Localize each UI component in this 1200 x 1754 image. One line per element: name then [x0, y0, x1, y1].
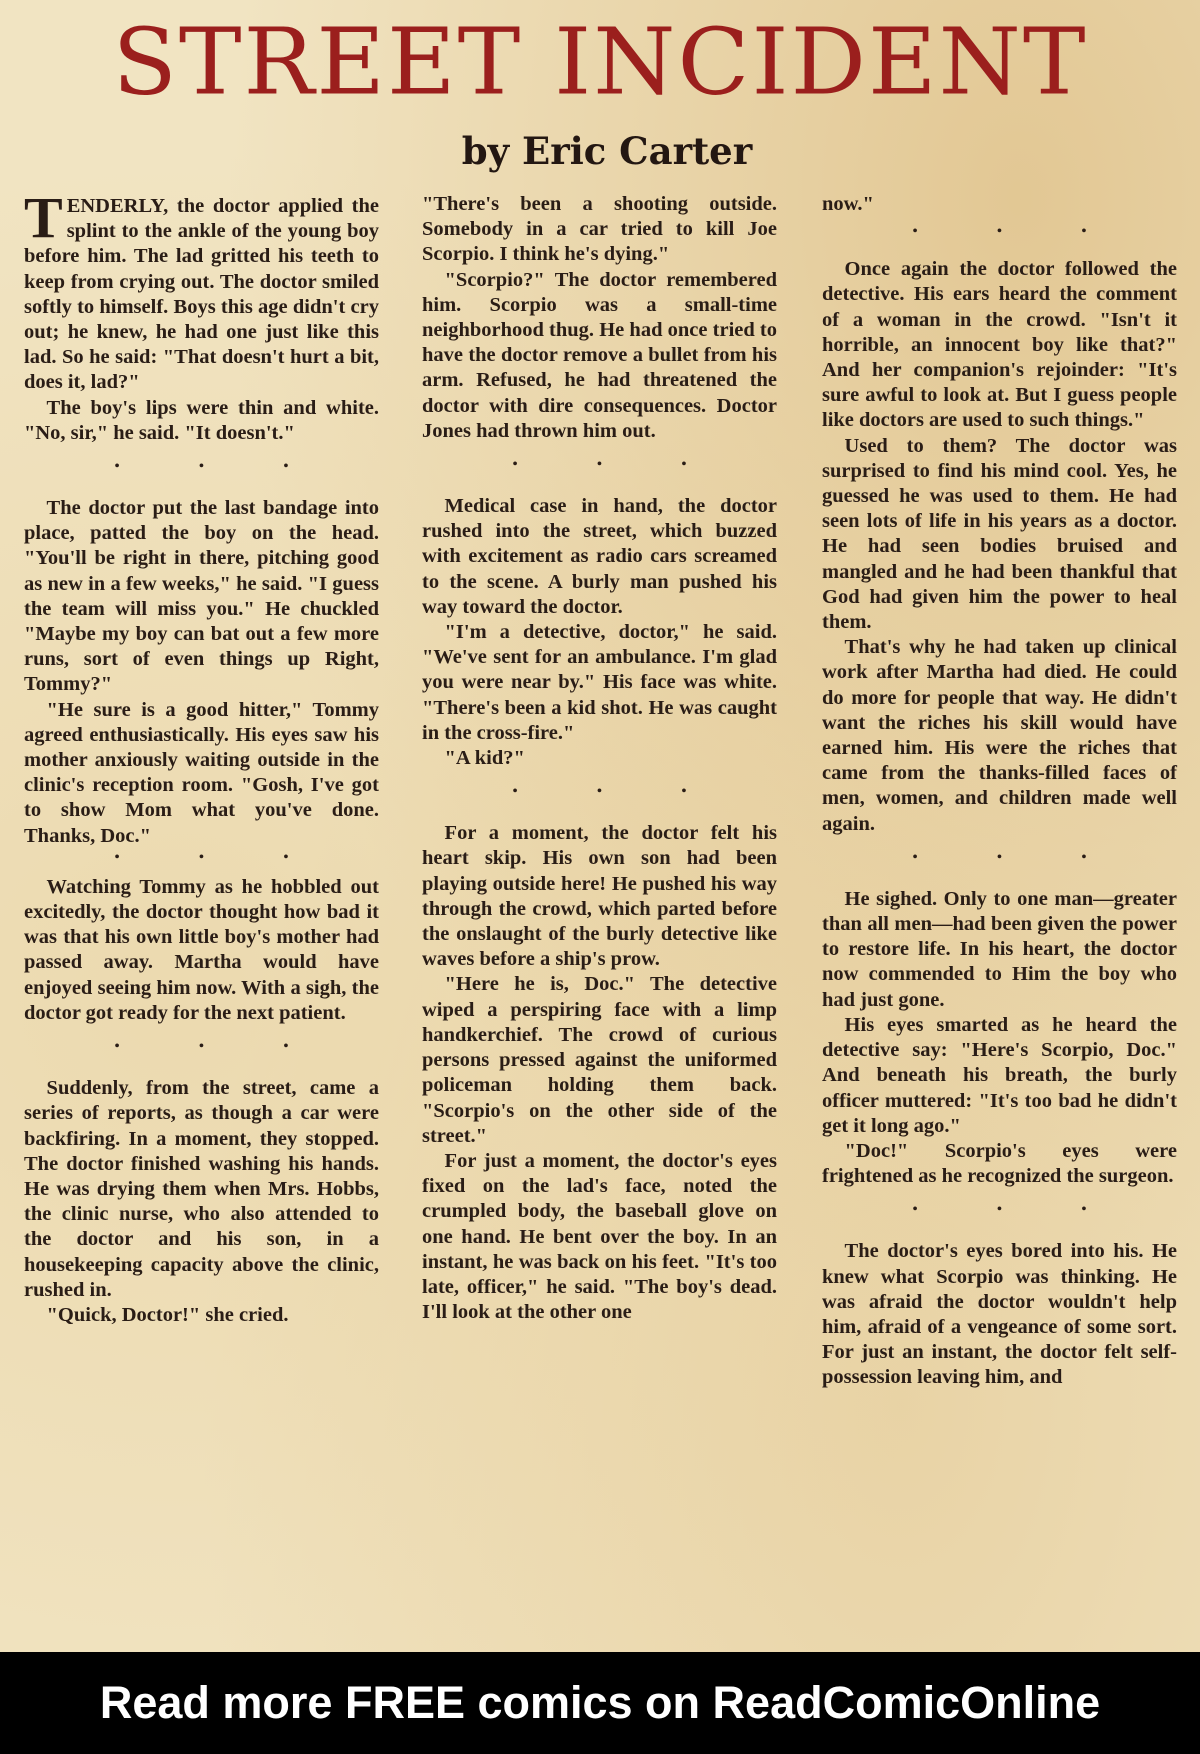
paragraph: For a moment, the doctor felt his heart skip. His own son had been playing outside here! He pushed his way through the crowd, which parted before the onslaught of the burly detective like waves before a ship's prow.	[422, 822, 777, 971]
paragraph: "There's been a shooting outside. Somebody in a car tried to kill Joe Scorpio. I think he's dying."	[422, 193, 777, 266]
paragraph: now."	[822, 193, 874, 215]
section-separator: • • •	[512, 784, 725, 800]
section-separator: • • •	[912, 224, 1125, 240]
paragraph: "Quick, Doctor!" she cried.	[46, 1303, 289, 1326]
paragraph: For just a moment, the doctor's eyes fixed on the lad's face, noted the crumpled body, the baseball glove on one hand. He bent over the boy. In an instant, he was back on his feet. "It's too late, officer," he said. "The boy's dead. I'll look at the other one	[422, 1149, 777, 1324]
section-separator: • • •	[114, 849, 327, 865]
story-byline: by Eric Carter	[461, 129, 753, 173]
paragraph: Suddenly, from the street, came a series of reports, as though a car were backfiring. In a moment, they stopped. The doctor finished washing his hands. He was drying them when Mrs. Hobbs, the clinic nurse, who also attended to the doctor and his son, in a housekeeping capacity above the clinic, rushed in.	[24, 1077, 379, 1301]
paragraph: The doctor's eyes bored into his. He knew what Scorpio was thinking. He was afraid the doctor wouldn't help him, afraid of a vengeance of some sort. For just an instant, the doctor felt self-possession leaving him, and	[822, 1240, 1177, 1389]
paragraph: Used to them? The doctor was surprised to find his mind cool. Yes, he guessed he was used to them. He had seen lots of life in his years as a doctor. He had seen bodies bruised and mangled and he had been thankful that God had given him the power to heal them.	[822, 434, 1177, 634]
section-separator: • • •	[114, 1039, 327, 1055]
drop-cap: T	[24, 185, 63, 250]
text-column-1	[24, 185, 379, 1328]
paragraph: "He sure is a good hitter," Tommy agreed enthusiastically. His eyes saw his mother anxiously waiting outside in the clinic's reception room. "Gosh, I've got to show Mom what you've done. Thanks, Doc."	[24, 698, 379, 847]
text-column-3	[822, 192, 1177, 1391]
paragraph: Once again the doctor followed the detective. His ears heard the comment of a woman in the crowd. "Isn't it horrible, an innocent boy like that?" And her companion's rejoinder: "It's sure awful to look at. But I guess people like doctors are used to such things."	[822, 258, 1177, 432]
paragraph: "Here he is, Doc." The detective wiped a perspiring face with a limp handkerchief. The crowd of curious persons pressed against the uniformed policeman holding them back. "Scorpio's on the other side of the street."	[422, 973, 777, 1147]
promo-banner[interactable]: Read more FREE comics on ReadComicOnline	[0, 1652, 1200, 1754]
text-column-2	[422, 192, 777, 1325]
section-separator: • • •	[114, 459, 327, 475]
story-title: STREET INCIDENT	[112, 9, 1088, 116]
paragraph: The doctor put the last bandage into place, patted the boy on the head. "You'll be right in there, pitching good as new in a few weeks," he said. "I guess the team will miss you." He chuckled "Maybe my boy can bat out a few more runs, sort of even things up Right, Tommy?"	[24, 497, 379, 696]
section-separator: • • •	[512, 457, 725, 473]
paragraph: The boy's lips were thin and white. "No, sir," he said. "It doesn't."	[24, 396, 379, 444]
paragraph: TENDERLY, the doctor applied the splint to the ankle of the young boy before him. The lad gritted his teeth to keep from crying out. The doctor smiled softly to himself. Boys this age didn't cry out; he knew, he had one just like this lad. So he said: "That doesn't hurt a bit, does it, lad?"	[24, 185, 379, 394]
section-separator: • • •	[912, 1202, 1125, 1218]
paragraph: "Scorpio?" The doctor remembered him. Scorpio was a small-time neighborhood thug. He had once tried to have the doctor remove a bullet from his arm. Refused, he had threatened the doctor with dire consequences. Doctor Jones had thrown him out.	[422, 268, 777, 442]
paragraph: Medical case in hand, the doctor rushed into the street, which buzzed with excitement as radio cars screamed to the scene. A burly man pushed his way toward the doctor.	[422, 495, 777, 618]
paragraph: "A kid?"	[444, 747, 525, 770]
paragraph: That's why he had taken up clinical work after Martha had died. He could do more for people that way. He didn't want the riches his skill would have earned him. His were the riches that came from the thanks-filled faces of men, women, and children made well again.	[822, 636, 1177, 835]
paragraph: He sighed. Only to one man—greater than all men—had been given the power to restore life. In his heart, the doctor now commended to Him the boy who had just gone.	[822, 887, 1177, 1011]
section-separator: • • •	[912, 849, 1125, 865]
paragraph: Watching Tommy as he hobbled out excitedly, the doctor thought how bad it was that his own little boy's mother had passed away. Martha would have enjoyed seeing him now. With a sigh, the doctor got ready for the next patient.	[24, 875, 379, 1024]
paragraph: "I'm a detective, doctor," he said. "We've sent for an ambulance. I'm glad you were near by." His face was white. "There's been a kid shot. He was caught in the cross-fire."	[422, 621, 777, 744]
paragraph: "Doc!" Scorpio's eyes were frightened as he recognized the surgeon.	[822, 1139, 1177, 1188]
paragraph: His eyes smarted as he heard the detective say: "Here's Scorpio, Doc." And beneath his breath, the burly officer muttered: "It's too bad he didn't get it long ago."	[822, 1013, 1177, 1137]
